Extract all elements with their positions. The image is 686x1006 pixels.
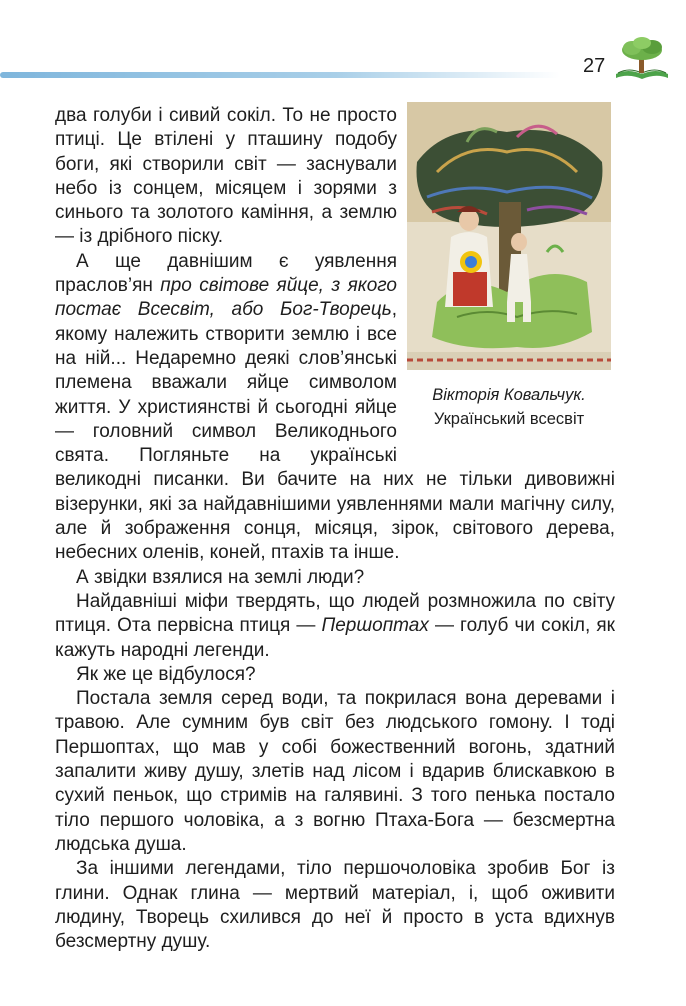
- header-rule: [0, 72, 560, 78]
- caption-author: Вікторія Ковальчук.: [432, 386, 586, 404]
- paragraph: Постала земля серед води, та покрилася вона деревами і травою. Але сумним був світ без людського гомону. І тоді Першоптах, що мав у собі божественний вогонь, здатний запалити живу душу, злетів над лісом і вдарив блискавкою в сухий пеньок, що стримів на галявині. З того пенька постало тіло першого чоловіка, а з вогню Птаха-Бога — безсмертна людська душа.: [55, 688, 615, 855]
- paragraph-text: А ще давнішим є уявлення праслов’ян: [55, 250, 397, 297]
- paragraph-emphasis: Першоптах: [321, 615, 429, 637]
- paragraph-text: , якому належить створити землю і все на ній... Недаремно деякі слов’янські племена вважали яйце символом життя. У християнстві й сьогодні яйце — головний символ Великоднього свята. Погляньте на українські великодні писанки. Ви бачите на них не тільки дивовижні візерунки, які за найдавнішими уявленнями мали магічну силу, але й зображення сонця, місяця, зірок, світового дерева, небесних оленів, коней, птахів та інше.: [55, 299, 615, 564]
- caption-title: Український всесвіт: [433, 410, 585, 428]
- paragraph: два голуби і сивий сокіл. То не просто птиці. Це втілені у пташину подобу боги, які створили світ — заснували небо із сонцем, місяцем і зорями з синього та золотого каміння, а землю — із дрібного піску.: [55, 105, 397, 248]
- paragraph: За іншими легендами, тіло першочоловіка зробив Бог із глини. Однак глина — мертвий матеріал, і, щоб оживити людину, Творець схилився до неї й просто в уста вдихнув безсмертну душу.: [55, 858, 615, 953]
- body-text: [55, 104, 615, 954]
- figure-float-spacer: [397, 104, 615, 448]
- paragraph-text: Найдавніші міфи твердять, що людей розмножила по світу птиця. Ота первісна птиця —: [55, 590, 615, 637]
- paragraph: А звідки взялися на землі люди?: [76, 566, 365, 588]
- page-number: 27: [583, 55, 606, 77]
- paragraph: [55, 590, 615, 663]
- book-tree-icon: [614, 36, 670, 82]
- paragraph-emphasis: про світове яйце, з якого постає Всесвіт, або Бог-Творець: [55, 275, 397, 321]
- paragraph: Як же це відбулося?: [76, 663, 256, 685]
- paragraph-text: — голуб чи сокіл, як кажуть народні легенди.: [55, 615, 615, 661]
